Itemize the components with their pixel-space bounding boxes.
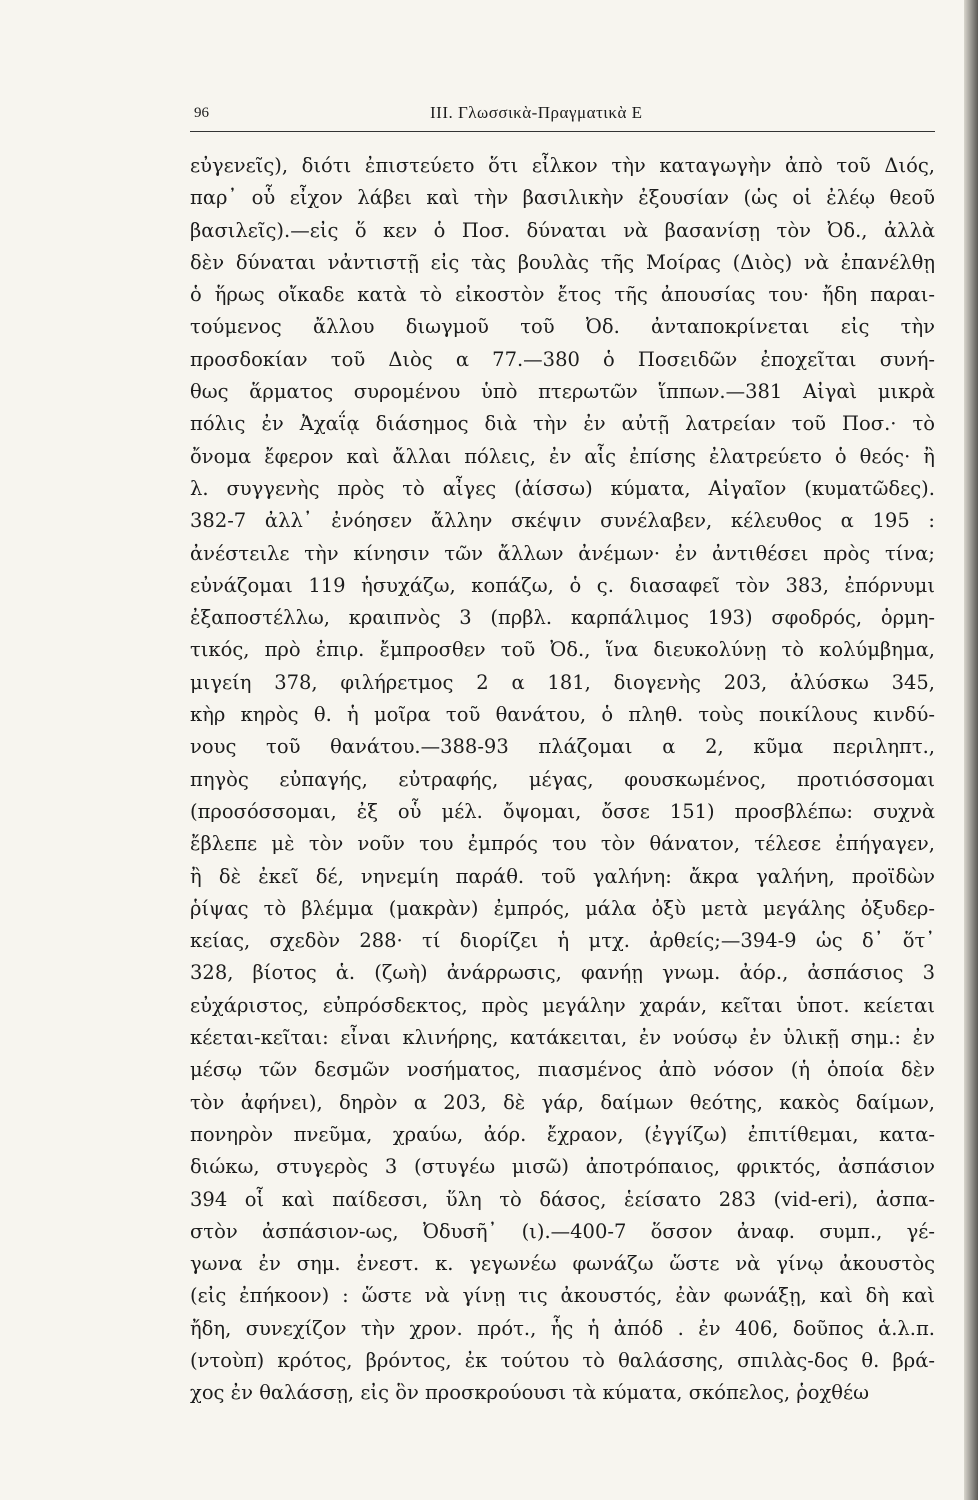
text-line: τὸν ἀφήνει), δηρὸν α 203, δὲ γάρ, δαίμων θεότης, κακὸς δαίμων,: [190, 1090, 935, 1114]
text-line: προσδοκίαν τοῦ Διὸς α 77.—380 ὁ Ποσειδῶν ἐποχεῖται συνή-: [190, 347, 935, 371]
text-line: (ντοὺπ) κρότος, βρόντος, ἐκ τούτου τὸ θαλάσσης, σπιλὰς-δος θ. βρά-: [190, 1348, 935, 1372]
body-text: [190, 150, 935, 1410]
text-line: ἢ δὲ ἐκεῖ δέ, νηνεμίη παράθ. τοῦ γαλήνη: ἄκρα γαλήνη, προϊδὼν: [190, 864, 935, 888]
text-line: εὐνάζομαι 119 ἡσυχάζω, κοπάζω, ὁ ς. διασαφεῖ τὸν 383, ἐπόρνυμι: [190, 573, 935, 597]
running-head: III. Γλωσσικὰ-Πραγματικὰ Ε: [430, 103, 643, 122]
text-line: ὄνομα ἔφερον καὶ ἄλλαι πόλεις, ἐν αἷς ἐπίσης ἐλατρεύετο ὁ θεός· ἢ: [190, 444, 935, 468]
text-line: παρ᾽ οὗ εἶχον λάβει καὶ τὴν βασιλικὴν ἐξουσίαν (ὡς οἱ ἐλέῳ θεοῦ: [190, 186, 935, 210]
text-line: τικός, πρὸ ἐπιρ. ἔμπροσθεν τοῦ Ὀδ., ἵνα διευκολύνῃ τὸ κολύμβημα,: [190, 638, 935, 662]
text-line: ἤδη, συνεχίζον τὴν χρον. πρότ., ἧς ἡ ἀπόδ . ἐν 406, δοῦπος ἁ.λ.π.: [190, 1316, 935, 1340]
page-header: [190, 103, 935, 132]
text-line: (εἰς ἐπήκοον) : ὥστε νὰ γίνῃ τις ἀκουστός, ἐὰν φωνάξῃ, καὶ δὴ καὶ: [190, 1284, 935, 1308]
text-line: δὲν δύναται νἀντιστῇ εἰς τὰς βουλὰς τῆς Μοίρας (Διὸς) νὰ ἐπανέλθῃ: [190, 250, 935, 274]
text-line: βασιλεῖς).—εἰς ὅ κεν ὁ Ποσ. δύναται νὰ βασανίσῃ τὸν Ὀδ., ἀλλὰ: [190, 218, 935, 242]
text-line: πηγὸς εὐπαγής, εὐτραφής, μέγας, φουσκωμένος, προτιόσσομαι: [190, 767, 935, 791]
text-line: νους τοῦ θανάτου.—388-93 πλάζομαι α 2, κῦμα περιληπτ.,: [190, 735, 935, 759]
text-line: 394 οἷ καὶ παίδεσσι, ὕλη τὸ δάσος, ἑείσατο 283 (vid-eri), ἀσπα-: [190, 1187, 935, 1211]
text-line: λ. συγγενὴς πρὸς τὸ αἶγες (ἀίσσω) κύματα, Αἰγαῖον (κυματῶδες).: [190, 476, 935, 500]
text-line: εὐγενεῖς), διότι ἐπιστεύετο ὅτι εἶλκον τὴν καταγωγὴν ἀπὸ τοῦ Διός,: [190, 154, 935, 177]
text-line: εὐχάριστος, εὐπρόσδεκτος, πρὸς μεγάλην χαράν, κεῖται ὑποτ. κείεται: [190, 993, 935, 1017]
text-line: κὴρ κηρὸς θ. ἡ μοῖρα τοῦ θανάτου, ὁ πληθ. τοὺς ποικίλους κινδύ-: [190, 703, 935, 727]
text-line: τούμενος ἄλλου διωγμοῦ τοῦ Ὀδ. ἀνταποκρίνεται εἰς τὴν: [190, 315, 935, 339]
page-number: 96: [194, 105, 209, 121]
text-line: 328, βίοτος ἁ. (ζωὴ) ἀνάρρωσις, φανήῃ γνωμ. ἀόρ., ἀσπάσιος 3: [190, 961, 935, 985]
text-line: ἐξαποστέλλω, κραιπνὸς 3 (πρβλ. καρπάλιμος 193) σφοδρός, ὁρμη-: [190, 606, 935, 630]
text-line: (προσόσσομαι, ἐξ οὗ μέλ. ὄψομαι, ὄσσε 151) προσβλέπω: συχνὰ: [190, 799, 935, 823]
text-line: κείας, σχεδὸν 288· τί διορίζει ἡ μτχ. ἀρθείς;—394-9 ὡς δ᾽ ὅτ᾽: [190, 929, 935, 953]
text-line: μιγείη 378, φιλήρετμος 2 α 181, διογενὴς 203, ἀλύσκω 345,: [190, 670, 935, 694]
text-line: ἀνέστειλε τὴν κίνησιν τῶν ἄλλων ἀνέμων· ἐν ἀντιθέσει πρὸς τίνα;: [190, 541, 935, 565]
text-line: στὸν ἀσπάσιον-ως, Ὀδυσῆ᾽ (ι).—400-7 ὅσσον ἀναφ. συμπ., γέ-: [190, 1219, 935, 1243]
text-line: ὁ ἥρως οἴκαδε κατὰ τὸ εἰκοστὸν ἔτος τῆς ἀπουσίας του· ἤδη παραι-: [190, 283, 935, 307]
text-line: ῥίψας τὸ βλέμμα (μακρὰν) ἐμπρός, μάλα ὀξὺ μετὰ μεγάλης ὀξυδερ-: [190, 896, 935, 920]
text-line: κέεται-κεῖται: εἶναι κλινήρης, κατάκειται, ἐν νούσῳ ἐν ὑλικῇ σημ.: ἐν: [190, 1026, 935, 1050]
text-line: μέσῳ τῶν δεσμῶν νοσήματος, πιασμένος ἀπὸ νόσον (ἡ ὁποία δὲν: [190, 1058, 935, 1082]
text-line: ἔβλεπε μὲ τὸν νοῦν του ἐμπρός του τὸν θάνατον, τέλεσε ἐπήγαγεν,: [190, 832, 935, 856]
text-line: πόλις ἐν Ἀχαΐᾳ διάσημος διὰ τὴν ἐν αὐτῇ λατρείαν τοῦ Ποσ.· τὸ: [190, 412, 935, 436]
text-line: γωνα ἐν σημ. ἐνεστ. κ. γεγωνέω φωνάζω ὥστε νὰ γίνῳ ἀκουστὸς: [190, 1252, 935, 1276]
text-line: χος ἐν θαλάσσῃ, εἰς ὃν προσκρούουσι τὰ κύματα, σκόπελος, ῥοχθέω: [190, 1381, 870, 1405]
page-edge-shadow: [964, 0, 978, 1500]
text-line: διώκω, στυγερὸς 3 (στυγέω μισῶ) ἀποτρόπαιος, φρικτός, ἀσπάσιον: [190, 1155, 935, 1179]
text-line: θως ἅρματος συρομένου ὑπὸ πτερωτῶν ἵππων.—381 Αἰγαὶ μικρὰ: [190, 380, 935, 404]
text-line: 382-7 ἀλλ᾽ ἐνόησεν ἄλλην σκέψιν συνέλαβεν, κέλευθος α 195 :: [190, 509, 935, 533]
text-line: πονηρὸν πνεῦμα, χραύω, ἀόρ. ἔχραον, (ἐγγίζω) ἐπιτίθεμαι, κατα-: [190, 1122, 935, 1146]
